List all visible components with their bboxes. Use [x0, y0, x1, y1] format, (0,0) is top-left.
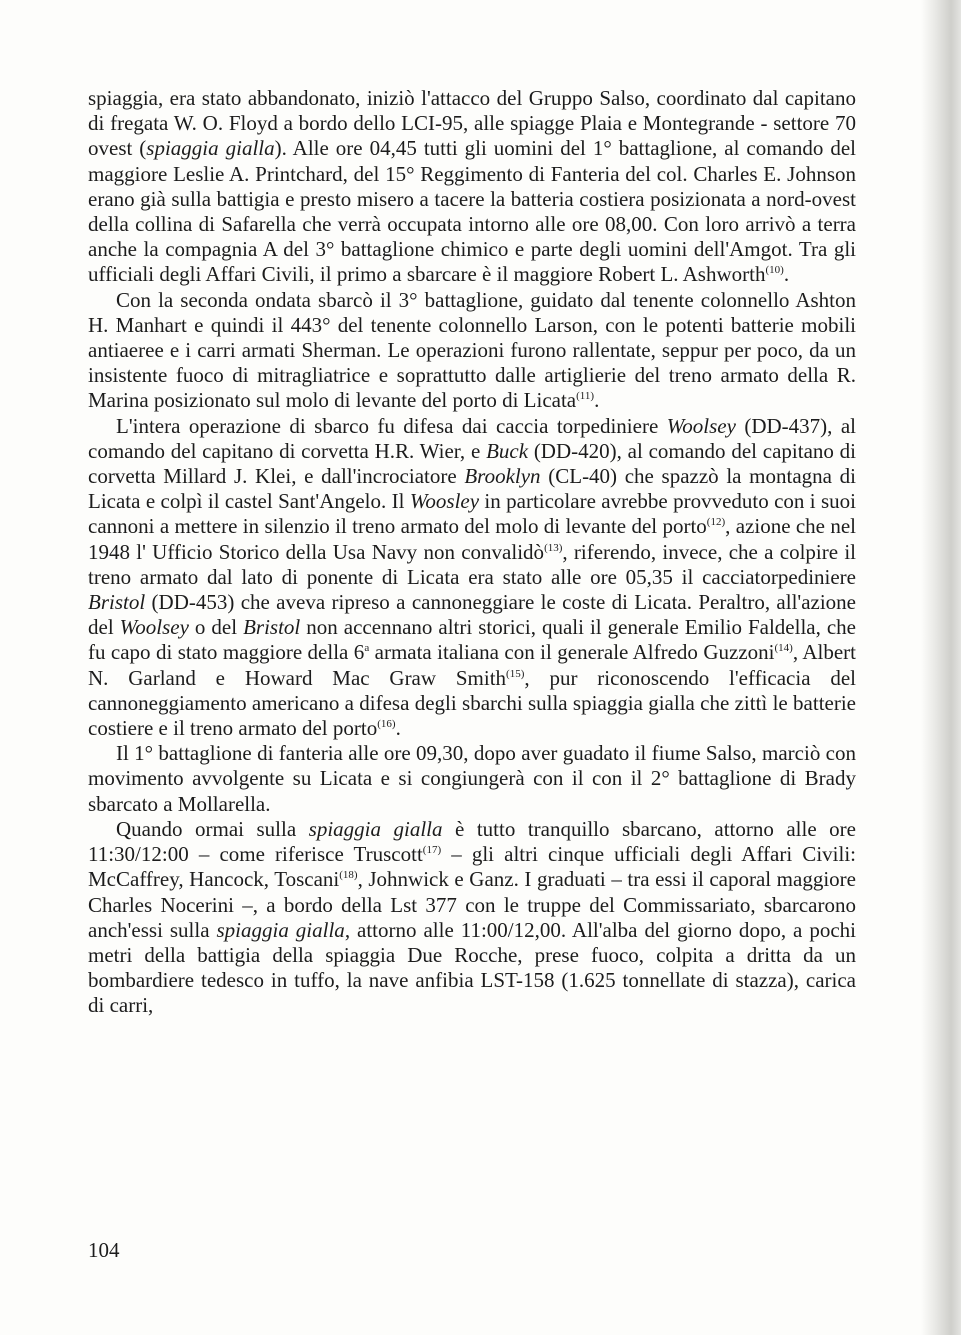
paragraph — [88, 817, 856, 1019]
footnote-ref: (12) — [706, 516, 726, 529]
text-run: spiaggia, era stato abbandonato, iniziò l'attacco del Gruppo Salso, coordinato dal capitano di fregata W. O. Floyd a bordo dello LCI-95, alle spiagge Plaia e Montegrande - settore 70 ovest ( — [88, 86, 856, 161]
text-run: , azione che nel 1948 l' Ufficio Storico della Usa Navy non convalidò — [88, 514, 857, 564]
paragraph — [88, 86, 856, 288]
paragraph — [88, 288, 856, 414]
text-run: non accennano altri storici, quali il generale Emilio Faldella, che fu capo di stato maggiore della 6 — [88, 615, 856, 665]
page-edge-shadow — [921, 0, 961, 1335]
italic-text: spiaggia gialla — [308, 816, 443, 841]
text-run: , riferendo, invece, che a colpire il treno armato dal lato di ponente di Licata era stato alle ore 05,35 il cacciatorpediniere — [88, 539, 857, 589]
text-run: – gli altri cinque ufficiali degli Affari Civili: McCaffrey, Hancock, Toscani — [88, 842, 856, 892]
text-run: o del — [188, 615, 244, 640]
text-run: . — [395, 716, 401, 741]
text-run: L'intera operazione di sbarco fu difesa dai caccia torpediniere — [116, 413, 667, 438]
footnote-ref: (10) — [765, 264, 784, 277]
italic-text: Buck — [486, 438, 529, 463]
italic-text: Bristol — [88, 590, 146, 615]
body-text — [88, 86, 856, 1019]
text-run: Il 1° battaglione di fanteria alle ore 09,30, dopo aver guadato il fiume Salso, marciò con movimento avvolgente su Licata e si congiungerà con il con il 2° battaglione di Brady sbarcato a Mollarella. — [88, 741, 856, 816]
text-run: (DD-453) che aveva ripreso a cannoneggiare le coste di Licata. Peraltro, all'azione del — [88, 590, 856, 640]
text-run: (DD-437), al comando del capitano di corvetta H.R. Wier, e — [88, 413, 856, 463]
italic-text: Woosley — [409, 489, 480, 514]
italic-text: spiaggia gialla — [146, 136, 275, 161]
text-run: . — [783, 262, 790, 287]
paragraph — [88, 414, 856, 742]
text-run: armata italiana con il generale Alfredo Guzzoni — [369, 640, 775, 665]
text-run: , Johnwick e Ganz. I graduati – tra essi il caporal maggiore Charles Nocerini –, a bordo della Lst 377 con le truppe del Commissariato, sbarcarono anch'essi sulla — [88, 867, 856, 942]
footnote-ref: (15) — [506, 667, 525, 680]
footnote-ref: (11) — [576, 390, 595, 403]
footnote-ref: (14) — [774, 642, 793, 655]
text-run: , Albert N. Garland e Howard Mac Graw Smith — [88, 640, 856, 690]
footnote-ref: a — [364, 642, 370, 655]
text-run: ). Alle ore 04,45 tutti gli uomini del 1° battaglione, al comando del maggiore Leslie A. Printchard, del 15° Reggimento di Fanteria del col. Charles E. Johnson erano già sulla battigia e presto misero a tacere la batteria costiera posizionata a nord-ovest della collina di Safarella che verrà occupata intorno alle ore 08,00. Con loro arrivò a terra anche la compagnia A del 3° battaglione chimico e parte degli uomini dell'Amgot. Tra gli ufficiali degli Affari Civili, il primo a sbarcare è il maggiore Robert L. Ashworth — [88, 136, 856, 287]
footnote-ref: (13) — [544, 541, 563, 554]
footnote-ref: (16) — [377, 718, 396, 731]
text-run: è tutto tranquillo sbarcano, attorno alle ore 11:30/12:00 – come riferisce Truscott — [88, 816, 856, 867]
italic-text: Woolsey — [666, 413, 736, 438]
page-number: 104 — [88, 1238, 120, 1262]
text-run: . — [594, 388, 600, 413]
text-run: (CL-40) che spazzò la montagna di Licata e colpì il castel Sant'Angelo. Il — [88, 464, 857, 514]
paragraph — [88, 741, 856, 817]
italic-text: Bristol — [243, 615, 301, 640]
text-run: (DD-420), al comando del capitano di corvetta Millard J. Klei, e dall'incrociatore — [88, 438, 856, 489]
footnote-ref: (17) — [422, 844, 442, 857]
text-run: , pur riconoscendo l'efficacia del cannoneggiamento americano a difesa degli sbarchi sulla spiaggia gialla che zittì le batterie costiere e il treno armato del porto — [88, 665, 856, 741]
text-run: in particolare avrebbe provveduto con i suoi cannoni a mettere in silenzio il treno armato del molo di levante del porto — [88, 489, 857, 539]
italic-text: spiaggia gialla — [216, 917, 345, 942]
text-run: , attorno alle 11:00/12,00. All'alba del giorno dopo, a pochi metri della battigia della spiaggia Due Rocche, prese fuoco, colpita a dritta da un bombardiere tedesco in tuffo, la nave anfibia LST-158 (1.625 tonnellate di stazza), carica di carri, — [88, 917, 856, 1018]
footnote-ref: (18) — [339, 869, 358, 882]
text-run: Quando ormai sulla — [116, 816, 309, 841]
italic-text: Woolsey — [119, 615, 189, 640]
text-run: Con la seconda ondata sbarcò il 3° battaglione, guidato dal tenente colonnello Ashton H. Manhart e quindi il 443° del tenente colonnello Larson, con le potenti batterie mobili antiaeree e i carri armati Sherman. Le operazioni furono rallentate, seppur per poco, da un insistente fuoco di mitragliatrice e soprattutto dalle artiglierie del treno armato della R. Marina posizionato sul molo di levante del porto di Licata — [88, 287, 856, 413]
italic-text: Brooklyn — [464, 464, 541, 489]
